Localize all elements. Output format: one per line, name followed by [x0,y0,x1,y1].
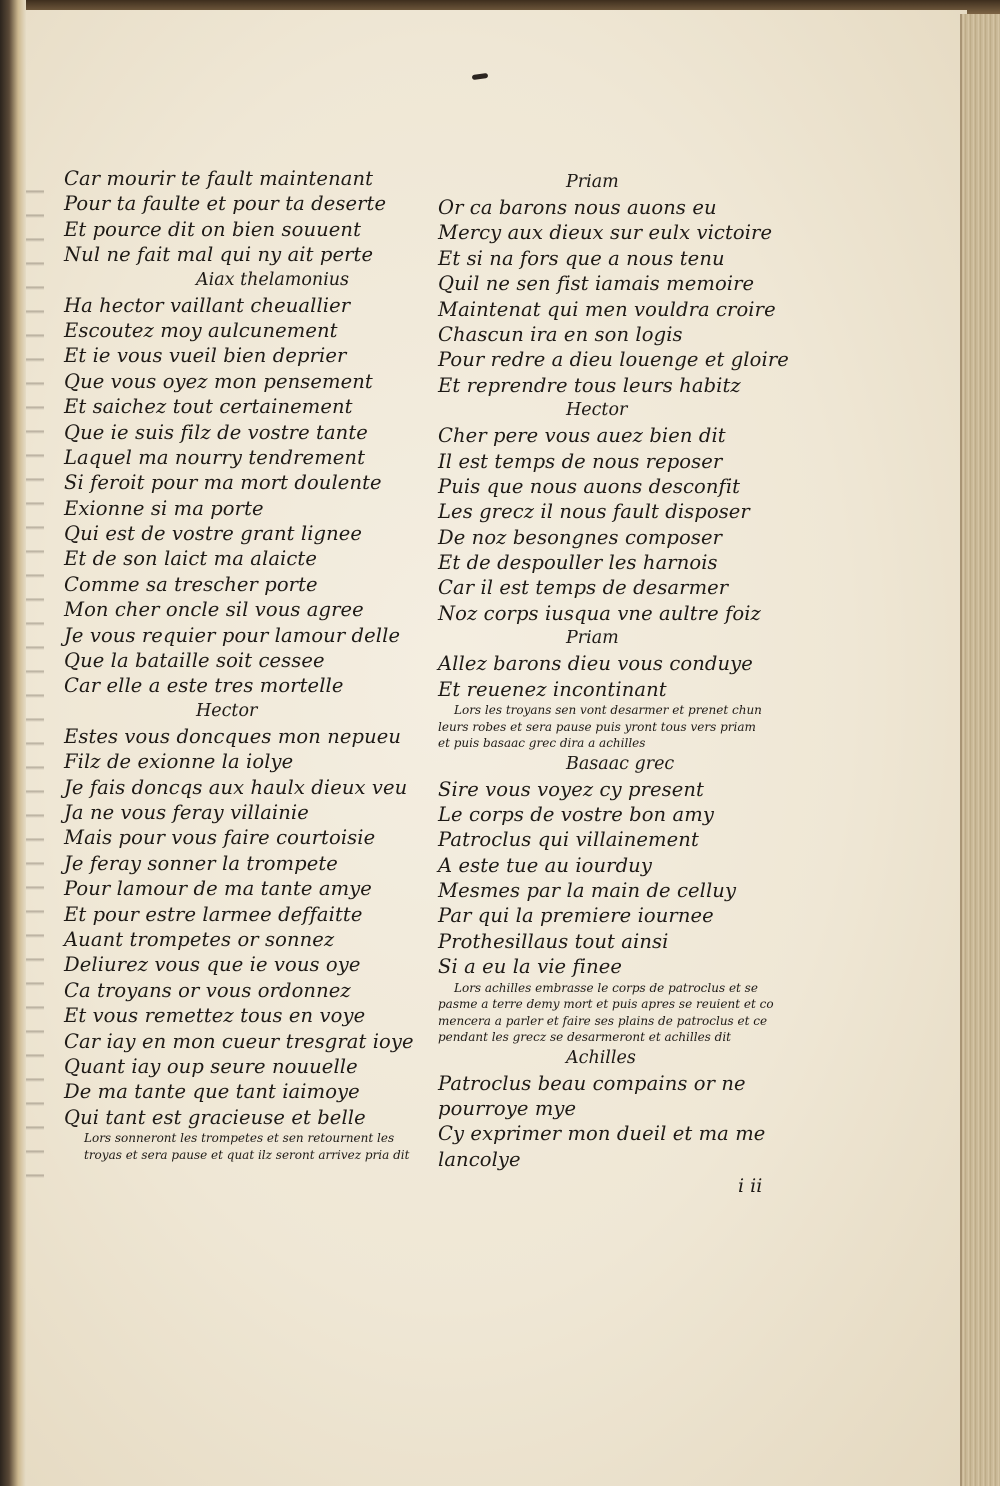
verse-line: lancolye [438,1147,521,1171]
verse-line: Que vous oyez mon pensement [64,369,373,393]
signature-mark: i ii [738,1175,763,1197]
verse-line: Chascun ira en son logis [438,322,683,346]
stage-direction: leurs robes et sera pause puis yront tous vers priam [438,719,756,734]
verse-line: Prothesillaus tout ainsi [438,929,669,953]
verse-line: Et de despouller les harnois [438,551,718,575]
stage-direction: et puis basaac grec dira a achilles [438,736,646,751]
verse-line: Auant trompetes or sonnez [64,927,335,951]
verse-line: Car iay en mon cueur tresgrat ioye [64,1029,414,1053]
verse-line: Qui est de vostre grant lignee [64,522,363,546]
verse-line: Maintenat qui men vouldra croire [438,297,776,321]
verse-line: Noz corps iusqua vne aultre foiz [438,601,761,625]
verse-line: Pour ta faulte et pour ta deserte [64,192,387,216]
verse-line: Mesmes par la main de celluy [438,879,737,903]
verse-line: Si a eu la vie finee [438,955,623,979]
verse-line: Mon cher oncle sil vous agree [64,598,364,622]
verse-line: Pour redre a dieu louenge et gloire [438,348,789,372]
verse-line: Car elle a este tres mortelle [64,674,344,698]
verse-line: Patroclus beau compains or ne [438,1071,746,1095]
verse-line: De noz besongnes composer [438,525,723,549]
verse-line: Estes vous doncques mon nepueu [64,724,402,748]
verse-line: Je fais doncqs aux haulx dieux veu [64,775,408,799]
stage-direction: pasme a terre demy mort et puis apres se reuient et co [438,997,774,1012]
facing-page-edge [0,0,26,1486]
stage-direction: Lors les troyans sen vont desarmer et prenet chun [454,703,762,718]
stage-direction: mencera a parler et faire ses plains de patroclus et ce [438,1013,768,1028]
stage-direction: Lors sonneront les trompetes et sen retournent les [84,1131,395,1146]
verse-line: Car mourir te fault maintenant [64,167,374,190]
verse-line: Et pource dit on bien souuent [64,217,361,241]
stage-direction: troyas et sera pause et quat ilz seront arrivez pria dit [84,1147,410,1162]
verse-line: Par qui la premiere iournee [438,904,714,928]
speaker-heading: Hector [566,400,628,421]
verse-line: Mercy aux dieux sur eulx victoire [438,221,773,245]
verse-line: Filz de exionne la iolye [64,750,294,774]
verse-line: Et reprendre tous leurs habitz [438,373,741,397]
verse-line: pourroye mye [438,1097,577,1121]
verse-line: De ma tante que tant iaimoye [64,1080,360,1104]
verse-line: Je feray sonner la trompete [64,851,338,875]
verse-line: Cy exprimer mon dueil et ma me [438,1122,766,1146]
right-column [438,170,798,1172]
verse-line: Ja ne vous feray villainie [64,800,309,824]
verse-line: Et de son laict ma alaicte [64,547,317,571]
verse-line: Exionne si ma porte [64,496,264,520]
facing-page-bleed [26,180,44,1180]
verse-line: Que ie suis filz de vostre tante [64,420,368,444]
verse-line: Escoutez moy aulcunement [64,318,338,342]
verse-line: Nul ne fait mal qui ny ait perte [64,243,374,267]
speaker-heading: Priam [566,172,619,192]
verse-line: Car il est temps de desarmer [438,576,729,600]
stage-direction: Lors achilles embrasse le corps de patroclus et se [454,980,758,995]
speaker-heading: Priam [566,628,619,649]
verse-line: Il est temps de nous reposer [438,449,723,473]
verse-line: Deliurez vous que ie vous oye [64,953,361,977]
speaker-heading: Achilles [566,1047,636,1068]
stage-direction: pendant les grecz se desarmeront et achilles dit [438,1030,731,1045]
verse-line: Et ie vous vueil bien deprier [64,344,347,368]
verse-line: Mais pour vous faire courtoisie [64,826,376,850]
verse-line: Et vous remettez tous en voye [64,1004,366,1028]
speaker-heading: Hector [196,700,258,721]
verse-line: Comme sa trescher porte [64,572,318,596]
verse-line: Pour lamour de ma tante amye [64,877,372,901]
verse-line: Et saichez tout certainement [64,395,353,419]
verse-line: Je vous requier pour lamour delle [64,623,401,647]
verse-line: Quil ne sen fist iamais memoire [438,272,755,296]
verse-line: Les grecz il nous fault disposer [438,500,750,524]
verse-line: Quant iay oup seure nouuelle [64,1054,358,1078]
speaker-heading: Aiax thelamonius [196,269,350,290]
left-column [64,166,424,1163]
verse-line: Et si na fors que a nous tenu [438,246,725,270]
verse-line: Et reuenez incontinant [438,677,667,701]
verse-line: Si feroit pour ma mort doulente [64,471,382,495]
verse-line: Cher pere vous auez bien dit [438,424,726,448]
page-fore-edge [960,14,1000,1486]
verse-line: Sire vous voyez cy present [438,777,704,801]
verse-line: Ha hector vaillant cheuallier [64,293,351,317]
verse-line: Ca troyans or vous ordonnez [64,978,351,1002]
verse-line: Que la bataille soit cessee [64,649,325,673]
verse-line: Laquel ma nourry tendrement [64,445,366,469]
verse-line: Le corps de vostre bon amy [438,802,714,826]
verse-line: A este tue au iourduy [438,853,652,877]
verse-line: Allez barons dieu vous conduye [438,652,753,676]
verse-line: Patroclus qui villainement [438,828,699,852]
verse-line: Puis que nous auons desconfit [438,474,741,498]
verse-line: Qui tant est gracieuse et belle [64,1105,366,1129]
speaker-heading: Basaac grec [566,753,675,774]
verse-line: Et pour estre larmee deffaitte [64,902,363,926]
verse-line: Or ca barons nous auons eu [438,196,717,219]
